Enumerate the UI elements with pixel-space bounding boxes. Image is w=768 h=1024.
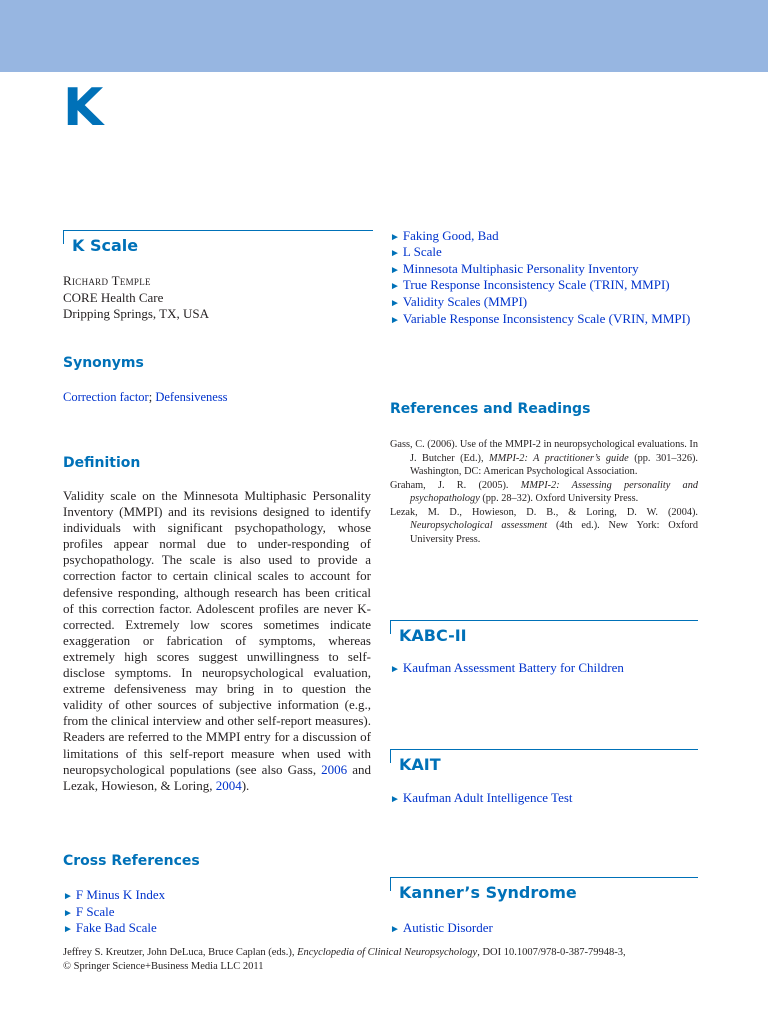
- see-item[interactable]: [390, 660, 624, 679]
- cross-ref-item[interactable]: [390, 294, 527, 313]
- references-list: [390, 438, 698, 546]
- page-letter: K: [63, 78, 104, 138]
- page-footer: [63, 946, 703, 974]
- definition-text: and Lezak, Howieson, & Loring,: [63, 761, 371, 793]
- see-item[interactable]: [390, 920, 493, 939]
- cross-ref-label: Validity Scales (MMPI): [402, 294, 528, 309]
- cross-references-heading: Cross References: [63, 853, 200, 869]
- synonyms-list: [63, 389, 228, 406]
- citation-link[interactable]: 2004: [215, 777, 242, 793]
- author-location: Dripping Springs, TX, USA: [63, 306, 210, 321]
- synonym-link[interactable]: Correction factor: [63, 390, 149, 404]
- cross-ref-label: L Scale: [402, 244, 442, 259]
- entry-title: KABC-II: [399, 626, 467, 645]
- citation-link[interactable]: 2006: [321, 761, 348, 777]
- reference-item: Gass, C. (2006). Use of the MMPI-2 in neuropsychological evaluations. In J. Butcher (Ed.), MMPI-2: A practitioner’s guide (pp. 301–326). Washington, DC: American Psychological Association.: [390, 439, 698, 477]
- arrow-right-icon: ►: [63, 891, 73, 902]
- footer-citation: Jeffrey S. Kreutzer, John DeLuca, Bruce Caplan (eds.), Encyclopedia of Clinical Neuropsychology, DOI 10.1007/978-0-387-79948-3,: [63, 947, 626, 958]
- synonym-separator: ;: [148, 390, 156, 404]
- arrow-right-icon: ►: [63, 908, 73, 919]
- synonym-link[interactable]: Defensiveness: [155, 390, 228, 404]
- cross-ref-item[interactable]: [390, 244, 442, 263]
- arrow-right-icon: ►: [63, 924, 73, 935]
- arrow-right-icon: ►: [390, 248, 400, 259]
- arrow-right-icon: ►: [390, 924, 400, 935]
- synonyms-heading: Synonyms: [63, 355, 144, 371]
- cross-ref-item[interactable]: [63, 920, 157, 939]
- definition-text: Validity scale on the Minnesota Multiphasic Personality Inventory (MMPI) and its revisions designed to identify individuals with significant psychopathology, whose profiles appear normal due to under-responding of psychopathology. The scale is also used to provide a correction factor to certain clinical scales to account for defensive responding, although research has been critical of this correction factor. Adolescent profiles are never K-corrected. Extremely low scores sometimes indicate exaggeration or fabrication of symptoms, whereas extremely high scores suggest unwillingness to self-disclose symptoms. In neuropsychological evaluation, extreme defensiveness may bring in to question the validity of other sources of subjective information (e.g., from the clinical interview and other self-report measures). Readers are referred to the MMPI entry for a discussion of limitations of this self-report measure when used with neuropsychological populations (see also Gass,: [63, 488, 371, 777]
- cross-ref-label: Fake Bad Scale: [75, 920, 157, 935]
- see-label: Kaufman Assessment Battery for Children: [402, 660, 624, 675]
- cross-ref-label: F Scale: [75, 904, 115, 919]
- definition-text: ).: [241, 777, 250, 793]
- definition-paragraph: [63, 488, 371, 794]
- arrow-right-icon: ►: [390, 298, 400, 309]
- arrow-right-icon: ►: [390, 794, 400, 805]
- arrow-right-icon: ►: [390, 281, 400, 292]
- reference-item: Lezak, M. D., Howieson, D. B., & Loring, D. W. (2004). Neuropsychological assessment (4th ed.). New York: Oxford University Press.: [390, 506, 699, 545]
- cross-ref-label: Faking Good, Bad: [402, 228, 499, 243]
- see-label: Kaufman Adult Intelligence Test: [402, 790, 573, 805]
- cross-ref-label: F Minus K Index: [75, 887, 166, 902]
- definition-heading: Definition: [63, 455, 141, 471]
- entry-title: Kanner’s Syndrome: [399, 883, 577, 902]
- entry-title: K Scale: [72, 236, 139, 255]
- entry-title: KAIT: [399, 755, 441, 774]
- reference-item: Graham, J. R. (2005). MMPI-2: Assessing personality and psychopathology (pp. 28–32). Oxford University Press.: [390, 479, 698, 504]
- references-heading: References and Readings: [390, 401, 591, 417]
- cross-ref-item[interactable]: [390, 311, 696, 330]
- cross-ref-item[interactable]: [63, 887, 165, 906]
- author-name: Richard Temple: [63, 273, 151, 288]
- author-affiliation: CORE Health Care: [63, 289, 164, 305]
- see-item[interactable]: [390, 790, 573, 809]
- cross-ref-item[interactable]: [390, 277, 670, 296]
- arrow-right-icon: ►: [390, 265, 400, 276]
- cross-ref-label: Variable Response Inconsistency Scale (VRIN, MMPI): [402, 311, 691, 326]
- cross-ref-label: Minnesota Multiphasic Personality Inventory: [402, 261, 639, 276]
- arrow-right-icon: ►: [390, 664, 400, 675]
- arrow-right-icon: ►: [390, 315, 400, 326]
- author-block: [63, 273, 209, 323]
- footer-copyright: © Springer Science+Business Media LLC 2011: [63, 961, 264, 972]
- see-label: Autistic Disorder: [402, 920, 493, 935]
- cross-ref-label: True Response Inconsistency Scale (TRIN, MMPI): [402, 277, 670, 292]
- header-band: [0, 0, 768, 72]
- arrow-right-icon: ►: [390, 232, 400, 243]
